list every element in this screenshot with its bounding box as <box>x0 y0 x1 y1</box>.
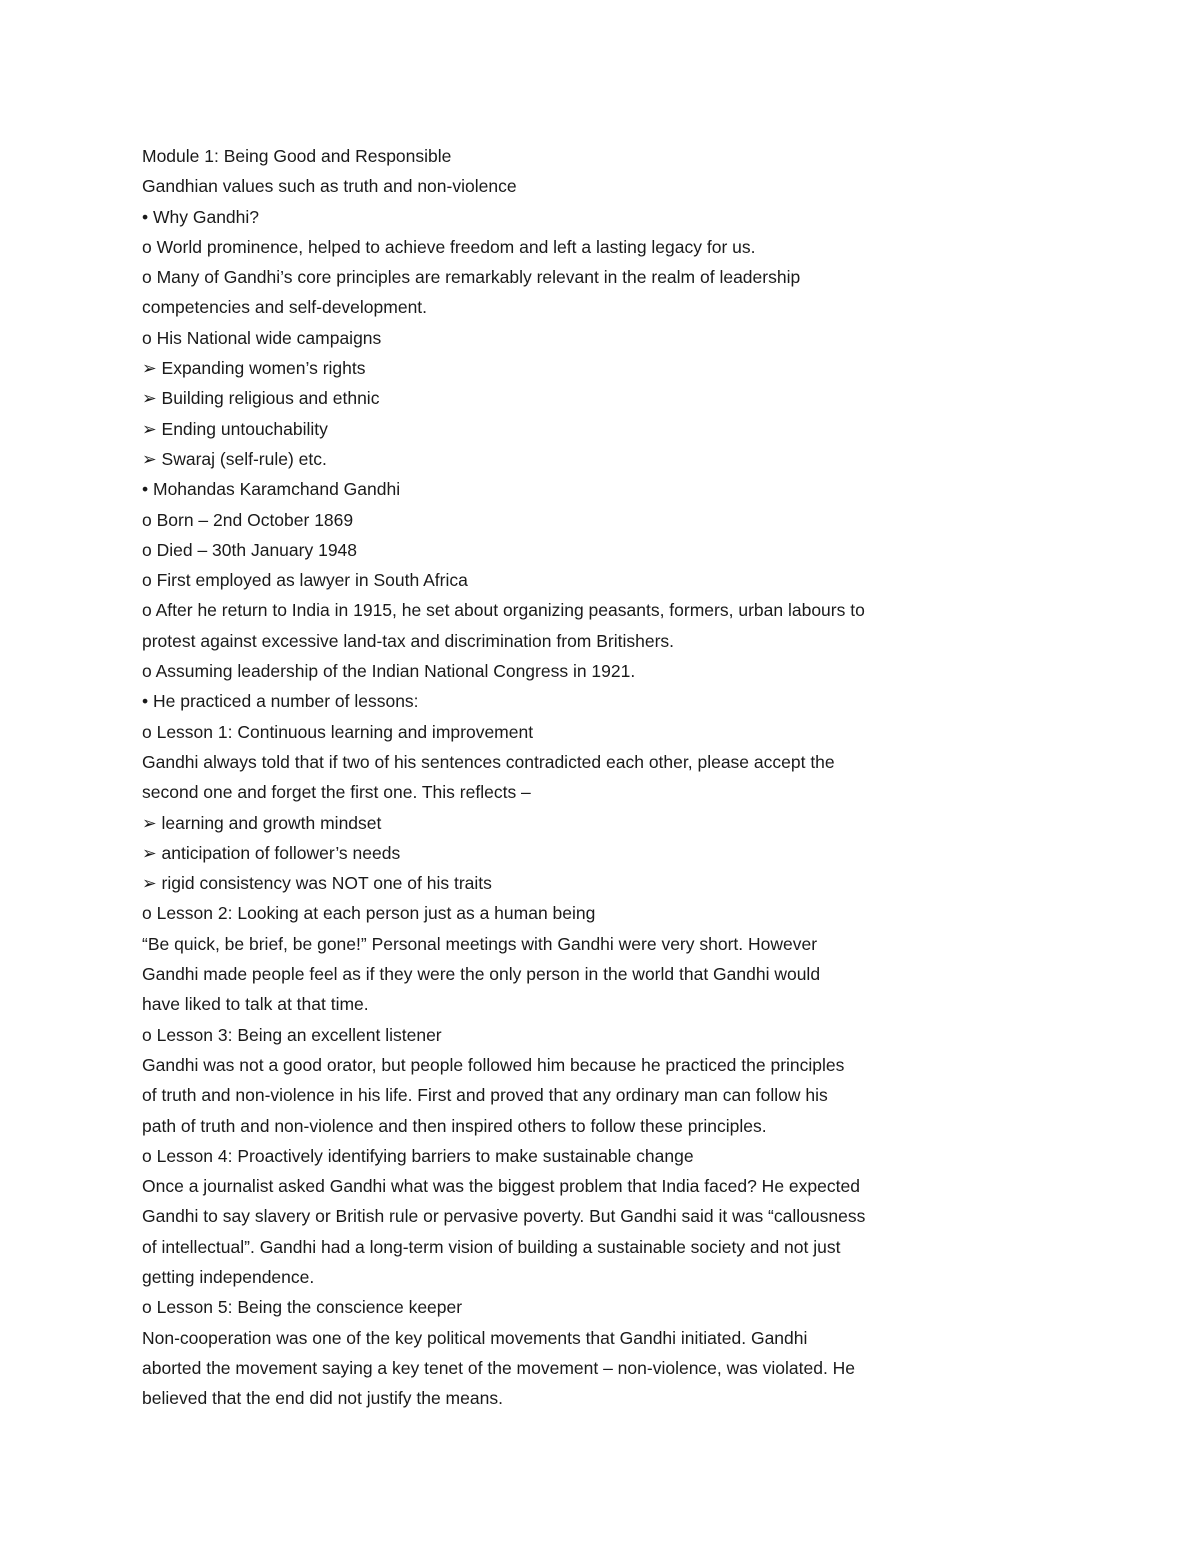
sub-bullet-line: o His National wide campaigns <box>142 327 382 348</box>
text-line: of intellectual”. Gandhi had a long-term vision of building a sustainable society and not just <box>142 1236 841 1257</box>
bullet-line: • Mohandas Karamchand Gandhi <box>142 479 401 500</box>
text-line: Gandhi was not a good orator, but people followed him because he practiced the principles <box>142 1054 845 1075</box>
sub-bullet-line: o World prominence, helped to achieve freedom and left a lasting legacy for us. <box>142 236 756 257</box>
arrow-bullet-line: ➢ Building religious and ethnic <box>142 388 380 409</box>
text-line: Once a journalist asked Gandhi what was the biggest problem that India faced? He expected <box>142 1176 860 1197</box>
text-line: second one and forget the first one. This reflects – <box>142 782 531 803</box>
text-line: have liked to talk at that time. <box>142 994 369 1015</box>
text-line: Gandhi made people feel as if they were the only person in the world that Gandhi would <box>142 964 821 985</box>
text-line: path of truth and non-violence and then inspired others to follow these principles. <box>142 1115 767 1136</box>
arrow-bullet-line: ➢ Swaraj (self-rule) etc. <box>142 448 327 469</box>
module-heading: Module 1: Being Good and Responsible <box>142 146 452 166</box>
document-body <box>142 141 982 1413</box>
sub-bullet-line: o Died – 30th January 1948 <box>142 539 358 560</box>
arrow-bullet-line: ➢ anticipation of follower’s needs <box>142 842 401 863</box>
sub-bullet-line: o First employed as lawyer in South Africa <box>142 570 468 591</box>
bullet-line: • Why Gandhi? <box>142 206 260 227</box>
text-line: “Be quick, be brief, be gone!” Personal meetings with Gandhi were very short. However <box>142 933 818 954</box>
sub-bullet-line: o Born – 2nd October 1869 <box>142 509 354 530</box>
lesson-heading: o Lesson 2: Looking at each person just as a human being <box>142 903 596 924</box>
bullet-line: • He practiced a number of lessons: <box>142 691 419 712</box>
lesson-heading: o Lesson 4: Proactively identifying barriers to make sustainable change <box>142 1145 694 1166</box>
lesson-heading: o Lesson 1: Continuous learning and improvement <box>142 721 534 742</box>
text-line: competencies and self-development. <box>142 297 428 318</box>
text-line: Gandhi to say slavery or British rule or pervasive poverty. But Gandhi said it was “callousness <box>142 1206 866 1227</box>
lesson-heading: o Lesson 5: Being the conscience keeper <box>142 1297 463 1318</box>
text-line: Gandhian values such as truth and non-violence <box>142 176 517 197</box>
text-line: Gandhi always told that if two of his sentences contradicted each other, please accept the <box>142 751 835 772</box>
text-line: of truth and non-violence in his life. First and proved that any ordinary man can follow his <box>142 1085 828 1106</box>
sub-bullet-line: o After he return to India in 1915, he set about organizing peasants, formers, urban labours to <box>142 600 865 621</box>
text-line: protest against excessive land-tax and discrimination from Britishers. <box>142 630 675 651</box>
arrow-bullet-line: ➢ learning and growth mindset <box>142 812 382 833</box>
sub-bullet-line: o Many of Gandhi’s core principles are remarkably relevant in the realm of leadership <box>142 267 801 288</box>
arrow-bullet-line: ➢ rigid consistency was NOT one of his traits <box>142 873 492 894</box>
text-line: getting independence. <box>142 1266 315 1287</box>
text-line: Non-cooperation was one of the key political movements that Gandhi initiated. Gandhi <box>142 1327 808 1348</box>
text-line: aborted the movement saying a key tenet of the movement – non-violence, was violated. He <box>142 1357 856 1378</box>
lesson-heading: o Lesson 3: Being an excellent listener <box>142 1024 442 1045</box>
arrow-bullet-line: ➢ Expanding women’s rights <box>142 358 366 379</box>
arrow-bullet-line: ➢ Ending untouchability <box>142 418 328 439</box>
sub-bullet-line: o Assuming leadership of the Indian National Congress in 1921. <box>142 661 636 682</box>
text-line: believed that the end did not justify the means. <box>142 1388 503 1409</box>
